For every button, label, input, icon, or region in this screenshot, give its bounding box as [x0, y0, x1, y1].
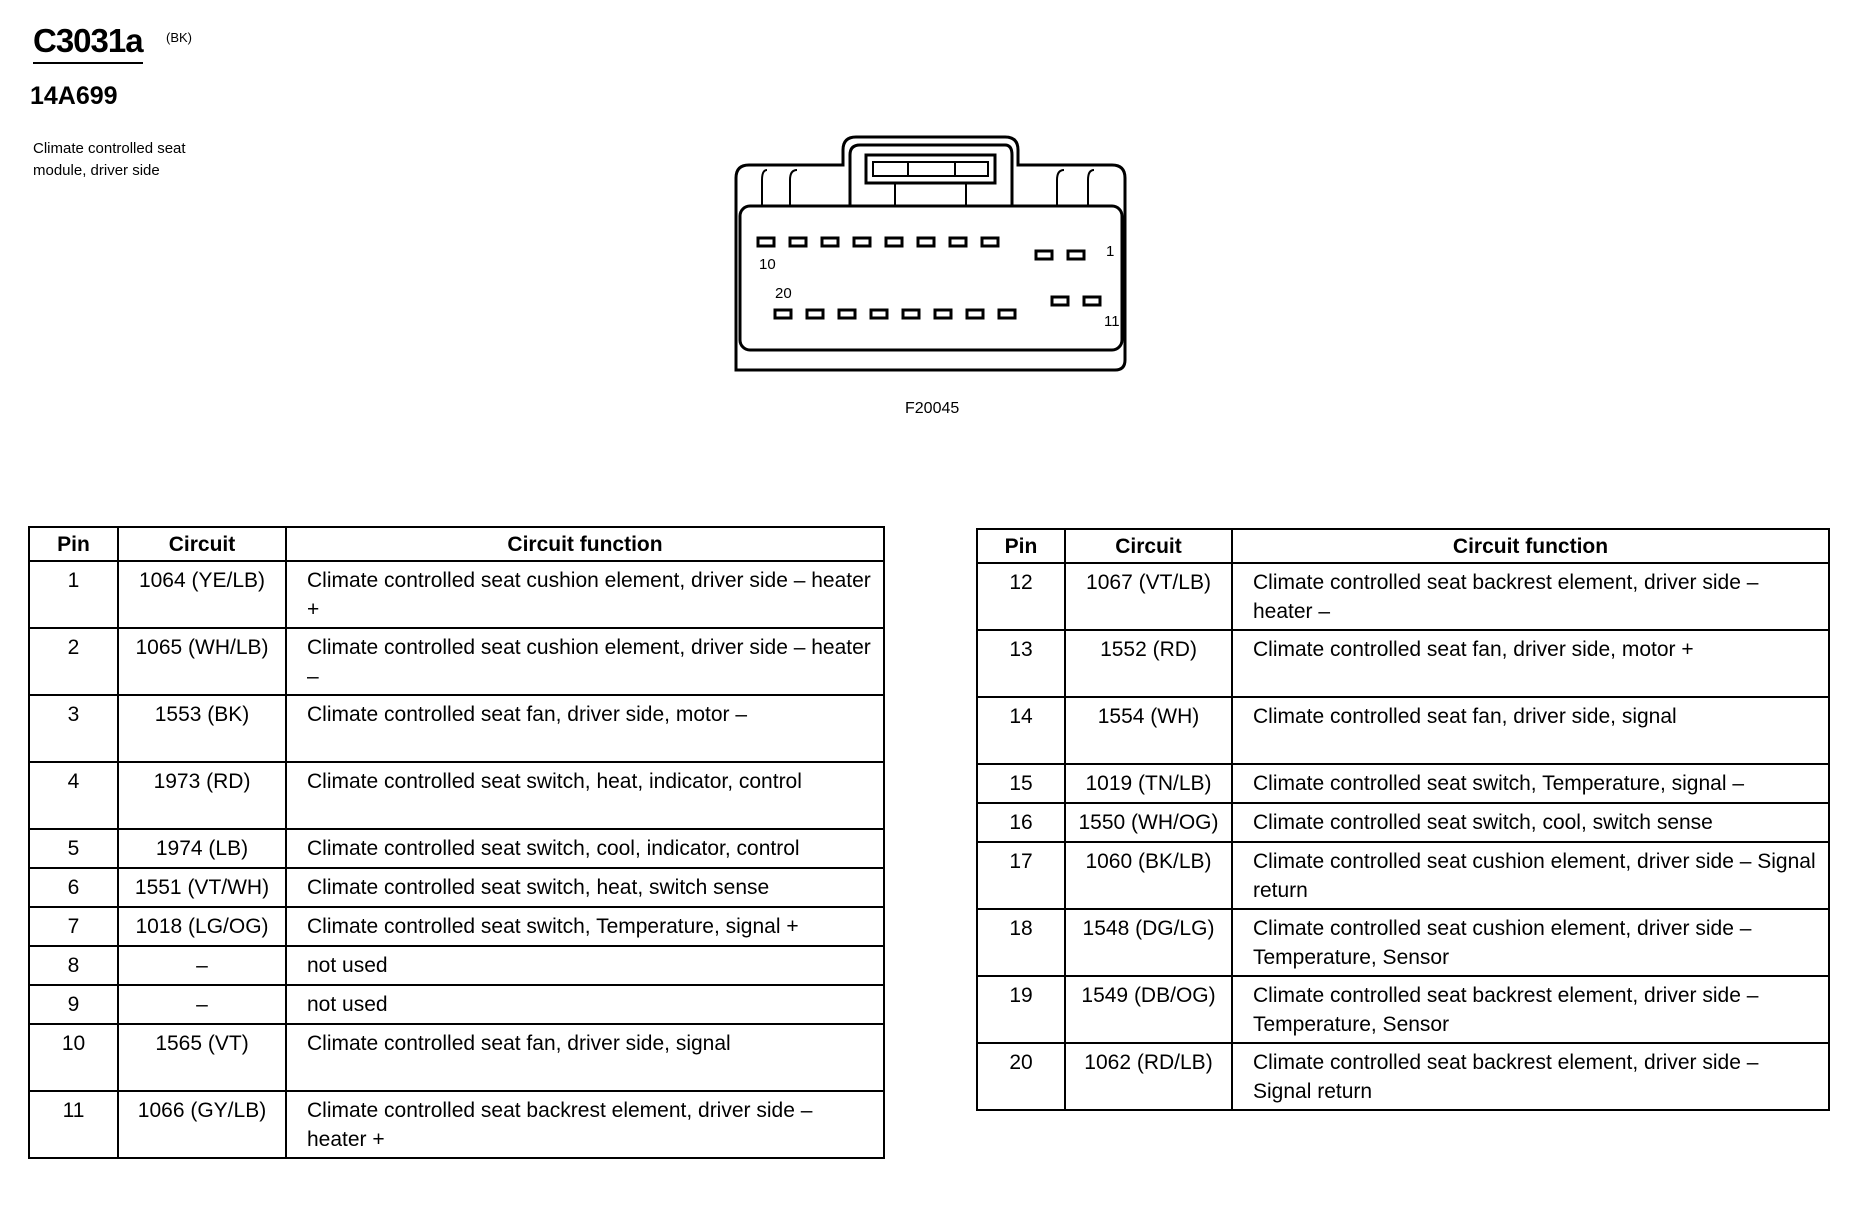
circ-cell: 1065 (WH/LB) [118, 628, 286, 695]
pin-cell: 19 [977, 976, 1065, 1043]
pin-cavities [758, 238, 1100, 318]
pin-cell: 7 [29, 907, 118, 946]
table-row [977, 697, 1829, 764]
circ-cell: – [118, 985, 286, 1024]
connector-color: (BK) [166, 30, 192, 45]
circ-cell: 1064 (YE/LB) [118, 561, 286, 628]
pin-label-20: 20 [775, 285, 792, 302]
pin-cell: 1 [29, 561, 118, 628]
pin-cell: 13 [977, 630, 1065, 697]
header-pin: Pin [29, 527, 118, 561]
table-row [977, 764, 1829, 803]
fn-cell: Climate controlled seat backrest element, driver side – heater – [1232, 563, 1829, 630]
header-circuit: Circuit [118, 527, 286, 561]
circ-cell: 1552 (RD) [1065, 630, 1232, 697]
table-row [29, 561, 884, 628]
table-row [29, 762, 884, 829]
fn-cell: Climate controlled seat cushion element, driver side – heater + [286, 561, 884, 628]
pin-cell: 3 [29, 695, 118, 762]
table-row [977, 803, 1829, 842]
fn-cell: Climate controlled seat fan, driver side, signal [1232, 697, 1829, 764]
circ-cell: – [118, 946, 286, 985]
table-row [29, 985, 884, 1024]
pin-cell: 15 [977, 764, 1065, 803]
circ-cell: 1973 (RD) [118, 762, 286, 829]
connector-title: C3031a [33, 22, 143, 64]
pin-label-11: 11 [1104, 313, 1120, 330]
circ-cell: 1549 (DB/OG) [1065, 976, 1232, 1043]
pin-label-1: 1 [1106, 243, 1115, 260]
figure-id: F20045 [905, 400, 960, 417]
pin-cell: 5 [29, 829, 118, 868]
pin-cell: 2 [29, 628, 118, 695]
pin-cell: 14 [977, 697, 1065, 764]
fn-cell: Climate controlled seat switch, heat, switch sense [286, 868, 884, 907]
pin-cell: 17 [977, 842, 1065, 909]
pin-cell: 12 [977, 563, 1065, 630]
pin-cell: 18 [977, 909, 1065, 976]
table-row [977, 976, 1829, 1043]
header-pin: Pin [977, 529, 1065, 563]
pin-cell: 11 [29, 1091, 118, 1158]
pinout-table-left [28, 526, 885, 1159]
pin-cell: 9 [29, 985, 118, 1024]
header-circuit: Circuit [1065, 529, 1232, 563]
fn-cell: Climate controlled seat cushion element, driver side – heater – [286, 628, 884, 695]
pin-label-10: 10 [759, 256, 776, 273]
table-row [977, 630, 1829, 697]
fn-cell: Climate controlled seat backrest element, driver side – Temperature, Sensor [1232, 976, 1829, 1043]
fn-cell: Climate controlled seat fan, driver side, motor + [1232, 630, 1829, 697]
table-row [977, 909, 1829, 976]
pin-cell: 10 [29, 1024, 118, 1091]
fn-cell: Climate controlled seat cushion element, driver side – Temperature, Sensor [1232, 909, 1829, 976]
pin-cell: 8 [29, 946, 118, 985]
circ-cell: 1974 (LB) [118, 829, 286, 868]
circ-cell: 1550 (WH/OG) [1065, 803, 1232, 842]
fn-cell: Climate controlled seat backrest element, driver side – heater + [286, 1091, 884, 1158]
fn-cell: Climate controlled seat switch, cool, indicator, control [286, 829, 884, 868]
table-row [29, 907, 884, 946]
fn-cell: Climate controlled seat fan, driver side, signal [286, 1024, 884, 1091]
table-row [977, 563, 1829, 630]
table-row [29, 829, 884, 868]
circ-cell: 1066 (GY/LB) [118, 1091, 286, 1158]
table-row [29, 628, 884, 695]
circ-cell: 1553 (BK) [118, 695, 286, 762]
table-row [29, 868, 884, 907]
circ-cell: 1060 (BK/LB) [1065, 842, 1232, 909]
fn-cell: Climate controlled seat switch, Temperature, signal – [1232, 764, 1829, 803]
fn-cell: Climate controlled seat switch, Temperature, signal + [286, 907, 884, 946]
fn-cell: Climate controlled seat switch, heat, indicator, control [286, 762, 884, 829]
table-row [29, 1024, 884, 1091]
fn-cell: Climate controlled seat fan, driver side, motor – [286, 695, 884, 762]
circ-cell: 1018 (LG/OG) [118, 907, 286, 946]
pin-cell: 6 [29, 868, 118, 907]
table-row [29, 946, 884, 985]
circ-cell: 1019 (TN/LB) [1065, 764, 1232, 803]
fn-cell: Climate controlled seat cushion element, driver side – Signal return [1232, 842, 1829, 909]
circ-cell: 1548 (DG/LG) [1065, 909, 1232, 976]
connector-face-diagram [0, 0, 1850, 460]
fn-cell: not used [286, 946, 884, 985]
fn-cell: not used [286, 985, 884, 1024]
table-row [977, 842, 1829, 909]
circ-cell: 1062 (RD/LB) [1065, 1043, 1232, 1110]
circ-cell: 1565 (VT) [118, 1024, 286, 1091]
component-description: Climate controlled seat module, driver side [33, 140, 186, 179]
table-row [29, 695, 884, 762]
fn-cell: Climate controlled seat switch, cool, switch sense [1232, 803, 1829, 842]
circ-cell: 1067 (VT/LB) [1065, 563, 1232, 630]
circ-cell: 1551 (VT/WH) [118, 868, 286, 907]
header-function: Circuit function [286, 527, 884, 561]
pin-cell: 16 [977, 803, 1065, 842]
table-row [29, 1091, 884, 1158]
pinout-table-right [976, 528, 1830, 1111]
part-number: 14A699 [30, 82, 118, 110]
pin-cell: 4 [29, 762, 118, 829]
header-function: Circuit function [1232, 529, 1829, 563]
fn-cell: Climate controlled seat backrest element, driver side – Signal return [1232, 1043, 1829, 1110]
table-row [977, 1043, 1829, 1110]
circ-cell: 1554 (WH) [1065, 697, 1232, 764]
pin-cell: 20 [977, 1043, 1065, 1110]
